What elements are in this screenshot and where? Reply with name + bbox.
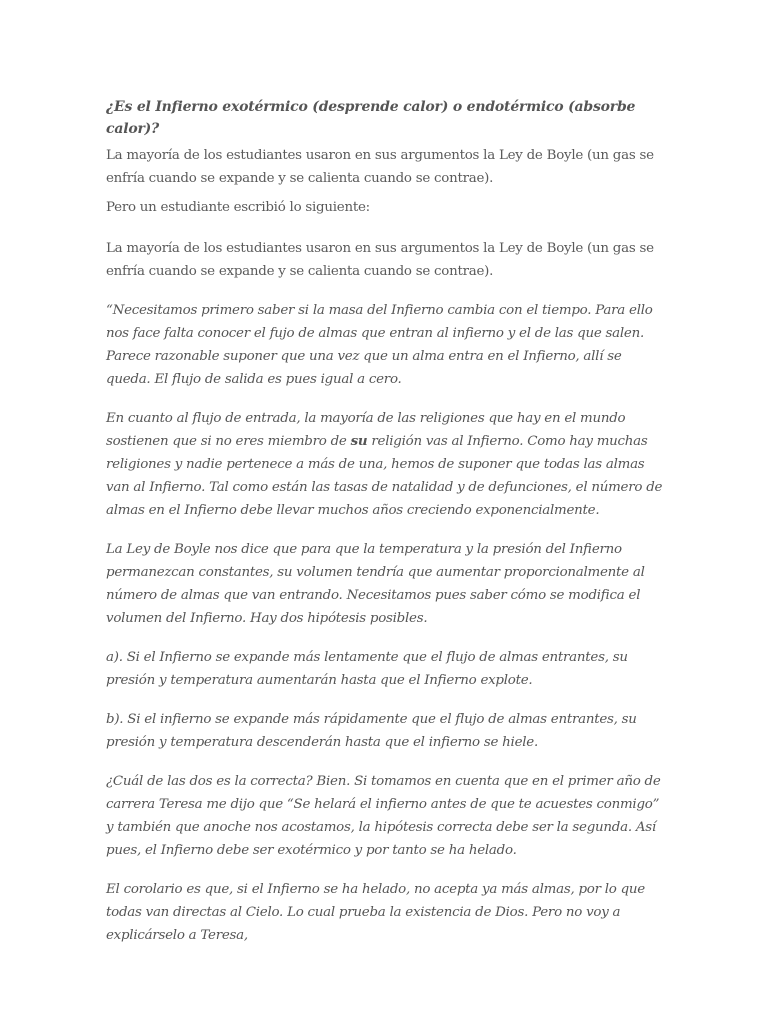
hypothesis-a: a). Si el Infierno se expande más lentamente que el flujo de almas entrantes, su presión y temperatura aumentarán hasta que el Infierno explote. [106, 650, 628, 688]
body-paragraph-4: ¿Cuál de las dos es la correcta? Bien. Si tomamos en cuenta que en el primer año de carrera Teresa me dijo que “Se helará el infierno antes de que te acuestes conmigo” y también que anoche nos acostamos, la hipótesis correcta debe ser la segunda. Así pues, el Infierno debe ser exotérmico y por tanto se ha helado. [106, 774, 661, 858]
emphasis-su: su [350, 433, 368, 449]
body-paragraph-5: El corolario es que, si el Infierno se ha helado, no acepta ya más almas, por lo que todas van directas al Cielo. Lo cual prueba la existencia de Dios. Pero no voy a explicárselo a Teresa, [106, 882, 645, 943]
body-paragraph-1: “Necesitamos primero saber si la masa del Infierno cambia con el tiempo. Para ello nos face falta conocer el fujo de almas que entran al infierno y el de las que salen. Parece razonable suponer que una vez que un alma entra en el Infierno, allí se queda. El flujo de salida es pues igual a cero. [106, 303, 653, 387]
body-paragraph-3: La Ley de Boyle nos dice que para que la temperatura y la presión del Infierno permanezcan constantes, su volumen tendría que aumentar proporcionalmente al número de almas que van entrando. Necesitamos pues saber cómo se modifica el volumen del Infierno. Hay dos hipótesis posibles. [106, 542, 645, 626]
document-body [106, 96, 666, 947]
intro-paragraph-3: La mayoría de los estudiantes usaron en sus argumentos la Ley de Boyle (un gas se enfría cuando se expande y se calienta cuando se contrae). [106, 241, 654, 279]
hypothesis-b: b). Si el infierno se expande más rápidamente que el flujo de almas entrantes, su presión y temperatura descenderán hasta que el infierno se hiele. [106, 712, 637, 750]
body-paragraph-2-start: En cuanto al flujo de entrada, la mayoría de las religiones que hay en el mundo sostienen que si no eres miembro de [106, 411, 626, 449]
body-paragraph-2 [106, 407, 666, 522]
document-title: ¿Es el Infierno exotérmico (desprende calor) o endotérmico (absorbe calor)? [106, 99, 636, 137]
body-paragraph-2-end: religión vas al Infierno. Como hay muchas religiones y nadie pertenece a más de una, hemos de suponer que todas las almas van al Infierno. Tal como están las tasas de natalidad y de defunciones, el número de almas en el Infierno debe llevar muchos años creciendo exponencialmente. [106, 434, 663, 518]
intro-paragraph-2: Pero un estudiante escribió lo siguiente: [106, 200, 370, 215]
intro-paragraph-1: La mayoría de los estudiantes usaron en sus argumentos la Ley de Boyle (un gas se enfría cuando se expande y se calienta cuando se contrae). [106, 148, 654, 186]
